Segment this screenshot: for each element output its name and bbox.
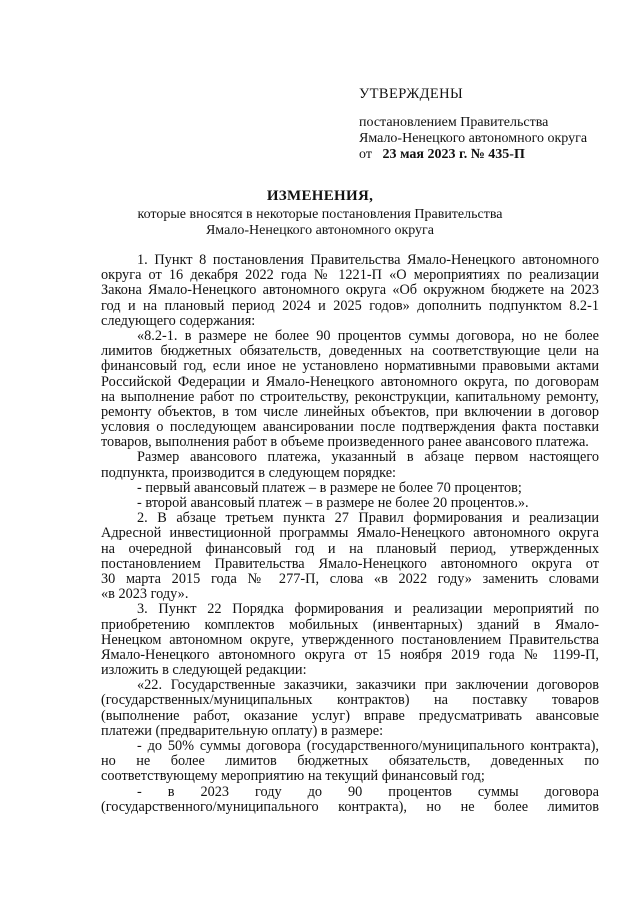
document-body	[101, 253, 599, 815]
document-subtitle-2: Ямало-Ненецкого автономного округа	[205, 223, 435, 238]
date-value: 23 мая 2023 г. № 435-П	[382, 147, 525, 162]
body-line: - до 50% суммы договора (государственного/муниципального контракта),	[137, 739, 599, 754]
body-line: платежи (предварительную оплату) в размере:	[101, 723, 384, 739]
body-line: Ненецком автономном округе, утвержденного постановлением Правительства	[101, 632, 599, 648]
body-line: «22. Государственные заказчики, заказчики при заключении договоров	[137, 678, 599, 694]
body-line: Ямало-Ненецкого автономного округа от 15 ноября 2019 года № 1199-П,	[101, 647, 599, 663]
body-line: на очередной финансовый год и на плановый период, утвержденных	[101, 541, 599, 557]
body-line: - в 2023 году до 90 процентов суммы договора	[137, 784, 599, 800]
body-line: на выполнение работ по строительству, реконструкции, капитальному ремонту,	[101, 389, 599, 405]
body-line: товаров, выполнения работ в объеме произведенного ранее авансового платежа.	[101, 435, 589, 451]
approval-line-2: Ямало-Ненецкого автономного округа	[359, 131, 588, 146]
body-line: - первый авансовый платеж – в размере не более 70 процентов;	[137, 480, 522, 496]
body-line: соответствующему мероприятию на текущий финансовый год;	[101, 769, 485, 785]
body-line: - второй авансовый платеж – в размере не более 20 процентов.».	[137, 496, 529, 511]
body-line: Адресной инвестиционной программы Ямало-Ненецкого автономного округа	[101, 526, 599, 542]
body-line: постановлением Правительства Ямало-Ненецкого автономного округа от	[101, 556, 599, 572]
body-line: ремонту объектов, в том числе линейных объектов, при включении в договор	[101, 404, 599, 420]
body-line: подпункта, производится в следующем порядке:	[101, 465, 397, 481]
date-prefix: от	[359, 147, 372, 162]
body-line: «в 2023 году».	[101, 587, 189, 603]
body-line: изложить в следующей редакции:	[101, 663, 307, 679]
body-line: (выполнение работ, оказание услуг) вправе предусматривать авансовые	[101, 708, 599, 724]
approved-heading: УТВЕРЖДЕНЫ	[359, 86, 464, 102]
document-subtitle-1: которые вносятся в некоторые постановления Правительства	[137, 207, 503, 222]
body-line: условия о последующем авансировании после подтверждения факта поставки	[101, 420, 599, 436]
approval-date-line	[359, 147, 525, 163]
body-line: Российской Федерации и Ямало-Ненецкого автономного округа, по договорам	[101, 374, 599, 390]
body-line: 2. В абзаце третьем пункта 27 Правил формирования и реализации	[137, 511, 599, 527]
body-line: год и на плановый период 2024 и 2025 годов» дополнить подпунктом 8.2-1	[101, 298, 599, 314]
body-line: 30 марта 2015 года № 277-П, слова «в 2022 году» заменить словами	[101, 571, 599, 587]
body-line: но не более лимитов бюджетных обязательств, доведенных по	[101, 754, 599, 770]
body-line: (государственного/муниципального контракта), но не более лимитов	[101, 799, 599, 815]
body-line: 1. Пункт 8 постановления Правительства Ямало-Ненецкого автономного	[137, 253, 599, 268]
body-line: финансовый год, если иное не установлено нормативными правовыми актами	[101, 359, 599, 375]
document-title: ИЗМЕНЕНИЯ,	[266, 188, 374, 204]
body-line: округа от 16 декабря 2022 года № 1221-П «О мероприятиях по реализации	[101, 268, 599, 284]
body-line: Размер авансового платежа, указанный в абзаце первом настоящего	[137, 450, 599, 466]
body-line: лимитов бюджетных обязательств, доведенных на соответствующие цели на	[101, 344, 599, 360]
approval-line-1: постановлением Правительства	[359, 115, 549, 130]
body-line: следующего содержания:	[101, 313, 256, 329]
body-line: 3. Пункт 22 Порядка формирования и реализации мероприятий по	[137, 602, 599, 618]
body-line: (государственных/муниципальных контрактов) на поставку товаров	[101, 693, 599, 709]
body-line: приобретению комплектов мобильных (инвентарных) зданий в Ямало-	[101, 617, 599, 633]
body-line: «8.2-1. в размере не более 90 процентов суммы договора, но не более	[137, 328, 599, 344]
body-line: Закона Ямало-Ненецкого автономного округа «Об окружном бюджете на 2023	[101, 283, 599, 299]
